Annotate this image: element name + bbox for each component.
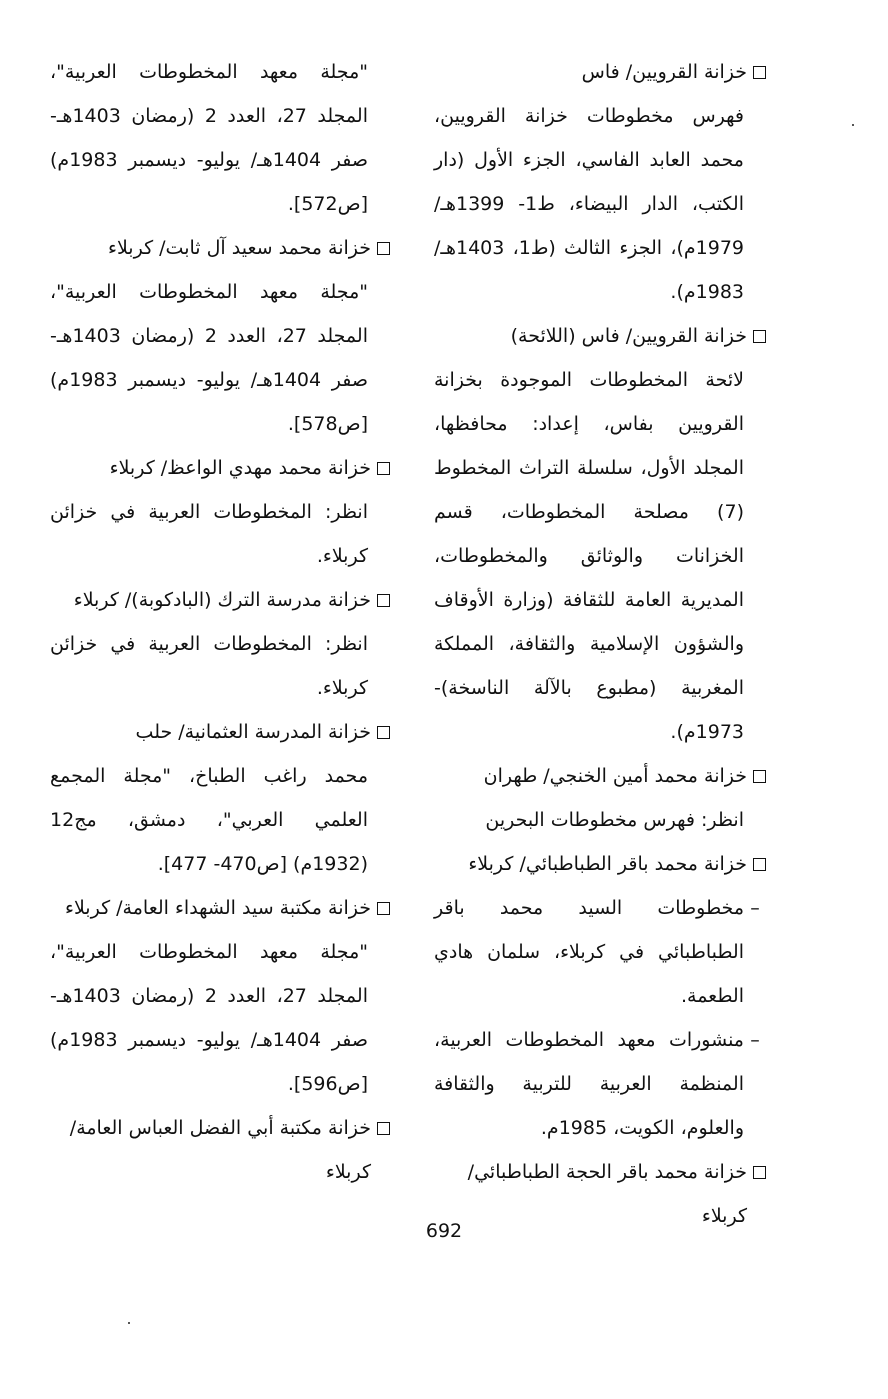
entry-continued	[50, 50, 390, 226]
entry-heading: خزانة القرويين/ فاس	[434, 50, 766, 94]
checkbox-square-icon	[753, 330, 766, 343]
entry-body: انظر: المخطوطات العربية في خزائن كربلاء.	[50, 501, 368, 567]
entry-al-thabit	[50, 226, 390, 446]
entry-body: انظر: المخطوطات العربية في خزائن كربلاء.	[50, 633, 368, 699]
entry-othmaniyya	[50, 710, 390, 886]
left-column	[50, 50, 390, 1194]
entry-heading: خزانة محمد مهدي الواعظ/ كربلاء	[50, 446, 390, 490]
entry-khanji	[434, 754, 766, 842]
entry-turk-school	[50, 578, 390, 710]
entry-body: لائحة المخطوطات الموجودة بخزانة القرويين بفاس، إعداد: محافظها، المجلد الأول، سلسلة التراث المخطوط (7) مصلحة المخطوطات، قسم الخزانات والوثائق والمخطوطات، المديرية العامة للثقافة (وزارة الأوقاف والشؤون الإسلامية والثقافة، المملكة المغربية (مطبوع بالآلة الناسخة)- 1973م).	[434, 369, 744, 743]
dash-item: – منشورات معهد المخطوطات العربية، المنظمة العربية للتربية والثقافة والعلوم، الكويت، 1985م.	[434, 1018, 766, 1150]
checkbox-square-icon	[377, 594, 390, 607]
entry-abul-fadl	[50, 1106, 390, 1194]
entry-qarawiyyin	[434, 50, 766, 314]
page-number: 692	[425, 1220, 463, 1242]
entry-heading: خزانة المدرسة العثمانية/ حلب	[50, 710, 390, 754]
entry-body: فهرس مخطوطات خزانة القرويين، محمد العابد الفاسي، الجزء الأول (دار الكتب، الدار البيضاء، ط1- 1399هـ/ 1979م)، الجزء الثالث (ط1، 1403هـ/ 1983م).	[434, 105, 744, 303]
right-column	[434, 50, 766, 1238]
checkbox-square-icon	[377, 242, 390, 255]
entry-heading: خزانة محمد باقر الطباطبائي/ كربلاء	[434, 842, 766, 886]
checkbox-square-icon	[377, 462, 390, 475]
checkbox-square-icon	[753, 66, 766, 79]
entry-body: "مجلة معهد المخطوطات العربية"، المجلد 27، العدد 2 (رمضان 1403هـ- صفر 1404هـ/ يوليو- ديسمبر 1983م) [ص596].	[50, 941, 368, 1095]
dash-icon: –	[750, 1029, 760, 1051]
entry-qarawiyyin-list	[434, 314, 766, 754]
dash-icon: –	[750, 897, 760, 919]
entry-heading: خزانة القرويين/ فاس (اللائحة)	[434, 314, 766, 358]
entry-heading: خزانة مكتبة أبي الفضل العباس العامة/ كربلاء	[50, 1106, 390, 1194]
entry-body: "مجلة معهد المخطوطات العربية"، المجلد 27، العدد 2 (رمضان 1403هـ- صفر 1404هـ/ يوليو- ديسمبر 1983م) [ص578].	[50, 281, 368, 435]
dash-item: – مخطوطات السيد محمد باقر الطباطبائي في كربلاء، سلمان هادي الطعمة.	[434, 886, 766, 1018]
entry-body: "مجلة معهد المخطوطات العربية"، المجلد 27، العدد 2 (رمضان 1403هـ- صفر 1404هـ/ يوليو- ديسمبر 1983م) [ص572].	[50, 61, 368, 215]
checkbox-square-icon	[753, 1166, 766, 1179]
entry-heading: خزانة محمد سعيد آل ثابت/ كربلاء	[50, 226, 390, 270]
checkbox-square-icon	[377, 902, 390, 915]
scan-speck	[852, 124, 854, 126]
checkbox-square-icon	[753, 770, 766, 783]
scan-speck	[128, 1322, 130, 1324]
entry-sayyid-shuhada	[50, 886, 390, 1106]
entry-heading: خزانة مدرسة الترك (البادكوبة)/ كربلاء	[50, 578, 390, 622]
entry-waez	[50, 446, 390, 578]
checkbox-square-icon	[753, 858, 766, 871]
entry-heading: خزانة مكتبة سيد الشهداء العامة/ كربلاء	[50, 886, 390, 930]
entry-body: محمد راغب الطباخ، "مجلة المجمع العلمي العربي"، دمشق، مج12 (1932م) [ص470- 477].	[50, 765, 368, 875]
checkbox-square-icon	[377, 1122, 390, 1135]
entry-body: انظر: فهرس مخطوطات البحرين	[485, 809, 744, 831]
entry-heading: خزانة محمد أمين الخنجي/ طهران	[434, 754, 766, 798]
entry-tabatabai	[434, 842, 766, 1150]
entry-heading: خزانة محمد باقر الحجة الطباطبائي/ كربلاء	[434, 1150, 766, 1238]
checkbox-square-icon	[377, 726, 390, 739]
